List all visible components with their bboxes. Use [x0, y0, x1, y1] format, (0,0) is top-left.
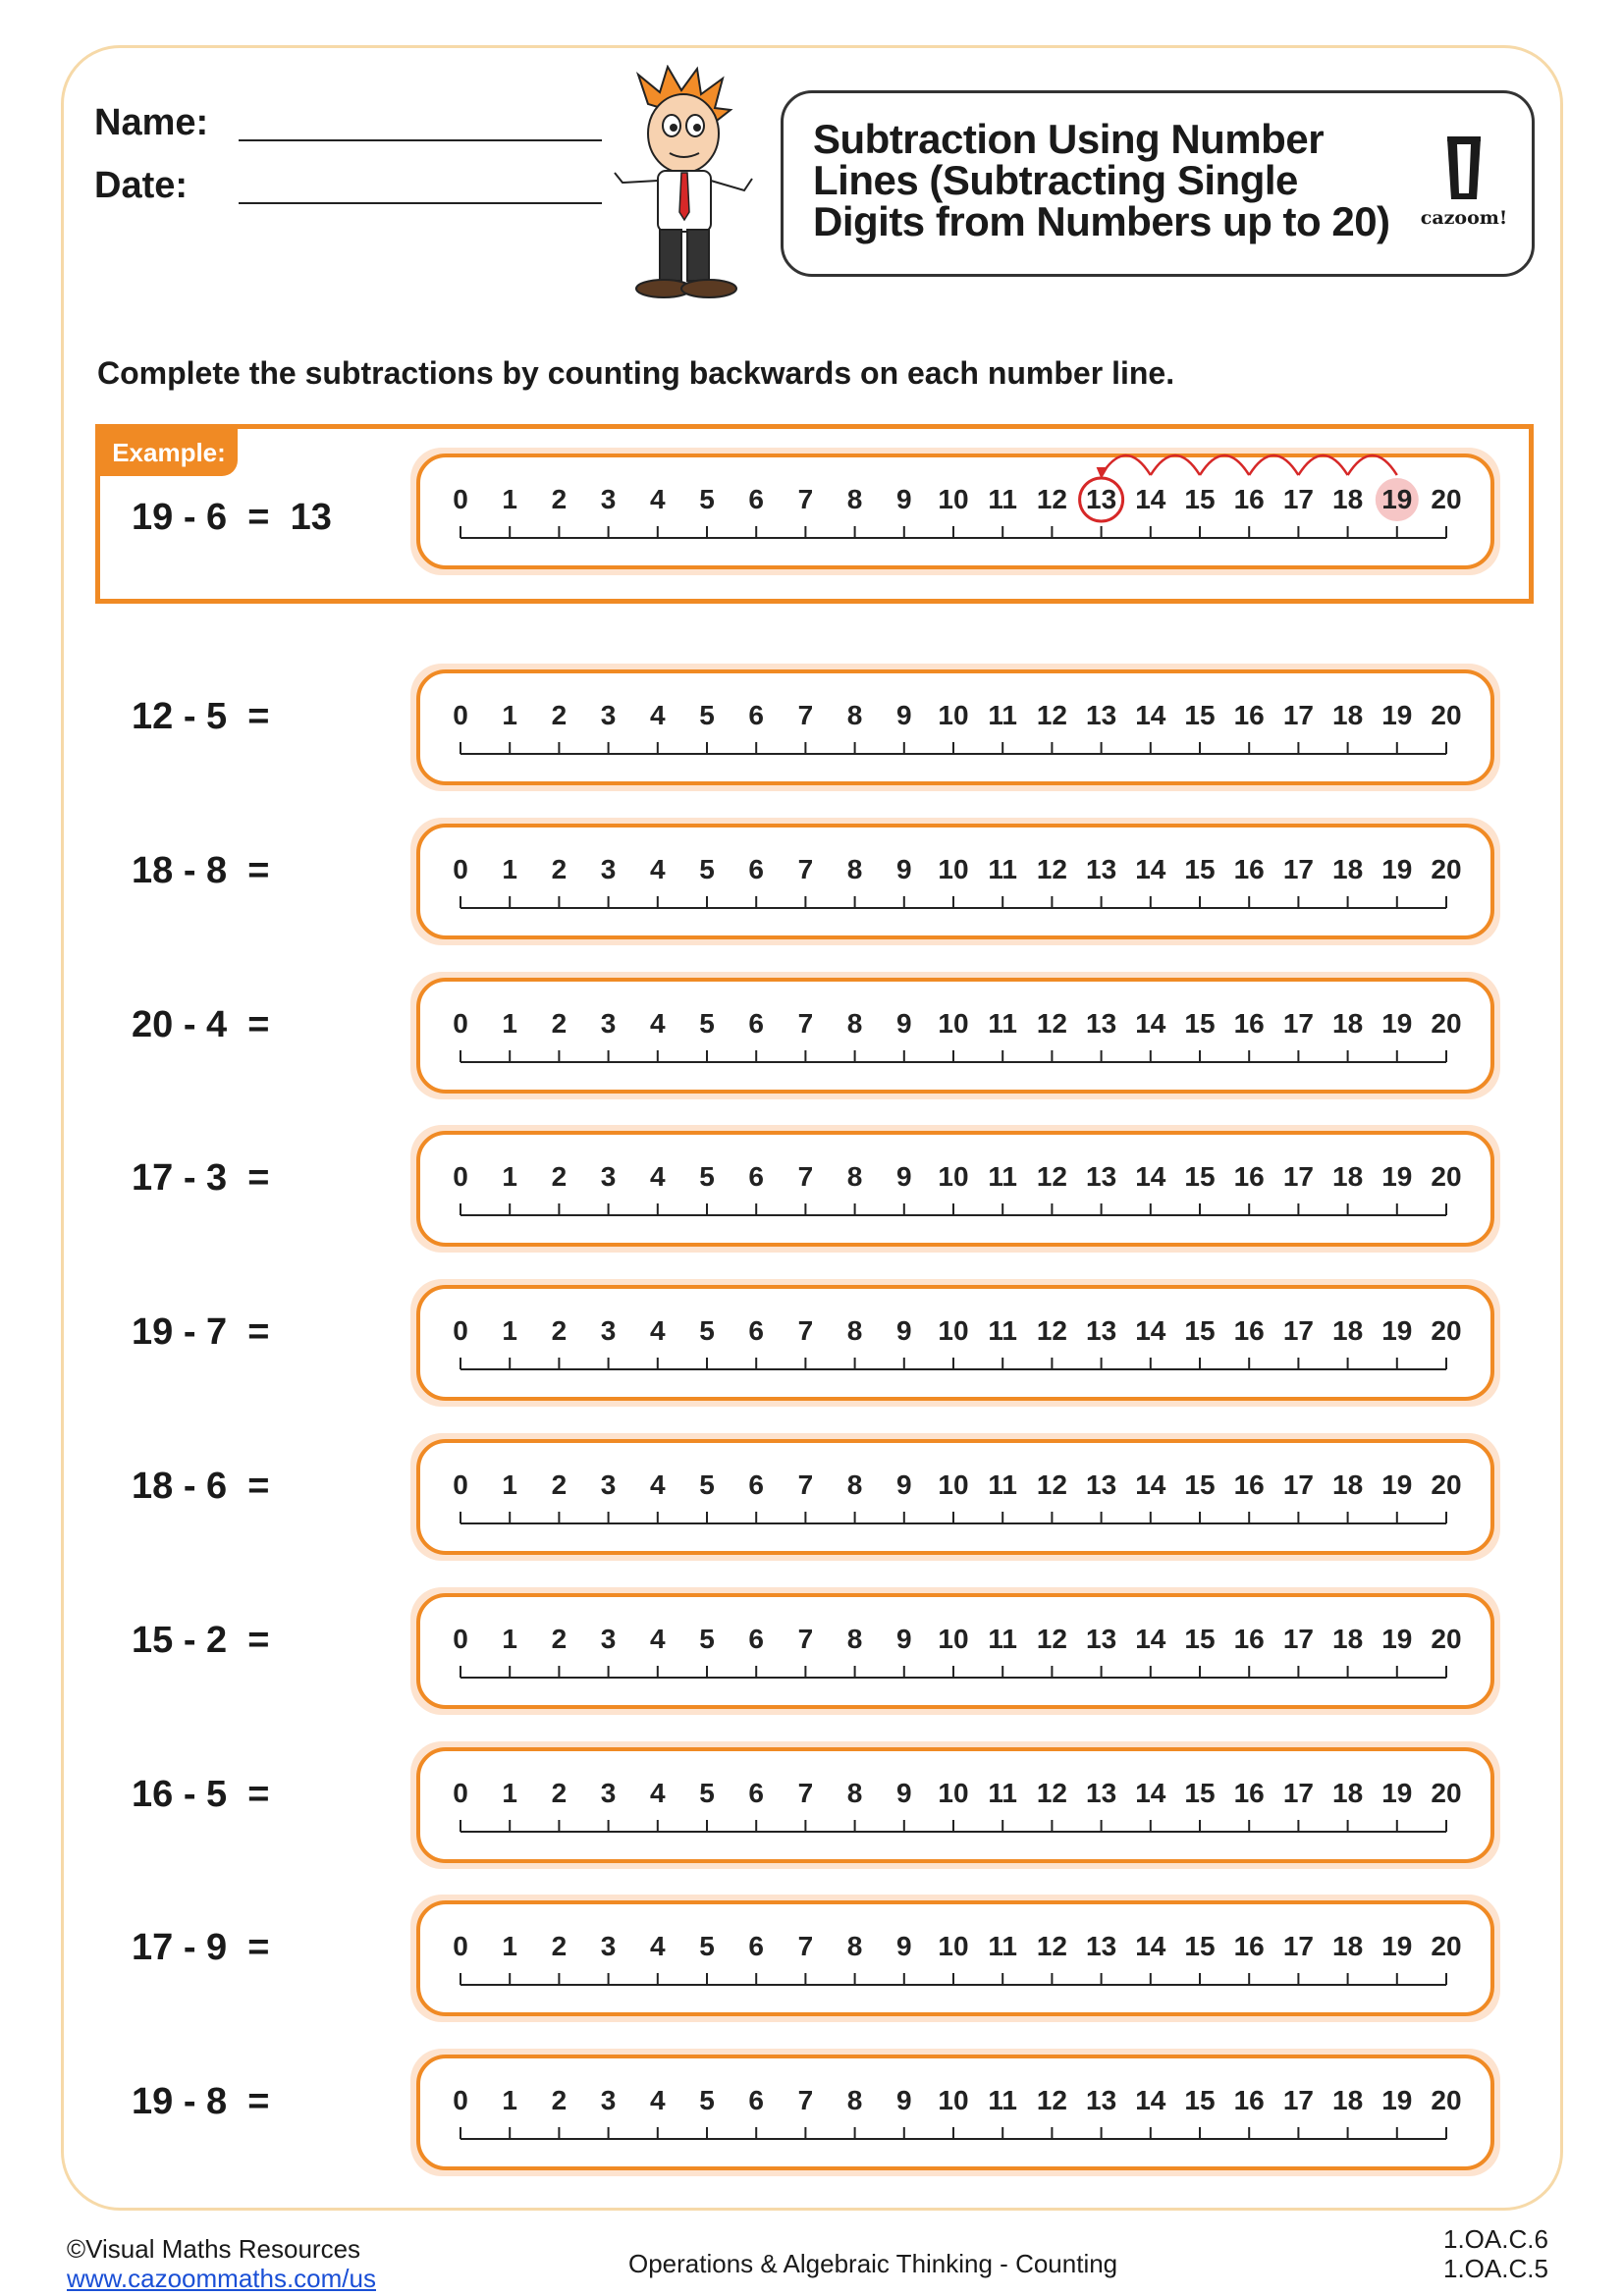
- tick-label: 18: [1332, 1007, 1364, 1039]
- tick-label: 20: [1431, 853, 1462, 884]
- tick-label: 18: [1332, 1469, 1364, 1500]
- tick-label: 19: [1381, 1623, 1413, 1654]
- tick-label: 2: [551, 1469, 568, 1500]
- tick-label: 8: [846, 484, 863, 514]
- tick-label: 19: [1381, 1161, 1413, 1193]
- problem-equation: 16 - 5 =: [132, 1773, 270, 1815]
- tick-label: 5: [699, 2085, 715, 2116]
- tick-label: 8: [846, 700, 863, 730]
- tick-label: 0: [453, 1161, 468, 1193]
- tick-label: 5: [699, 1315, 715, 1347]
- tick-label: 11: [988, 1777, 1018, 1808]
- tick-label: 15: [1184, 1623, 1216, 1654]
- number-line[interactable]: [410, 1125, 1500, 1253]
- tick-label: 12: [1036, 2085, 1067, 2116]
- tick-label: 6: [748, 1469, 764, 1500]
- tick-label: 16: [1233, 1161, 1265, 1193]
- tick-label: 20: [1431, 484, 1462, 514]
- tick-label: 19: [1381, 484, 1413, 514]
- topic-text: Operations & Algebraic Thinking - Counting: [628, 2249, 1118, 2278]
- tick-label: 9: [896, 1623, 912, 1654]
- tick-label: 15: [1184, 1777, 1216, 1808]
- tick-label: 8: [846, 853, 863, 884]
- tick-label: 13: [1086, 484, 1117, 514]
- tick-label: 5: [699, 700, 715, 730]
- tick-label: 3: [600, 700, 617, 730]
- tick-label: 10: [938, 1931, 969, 1962]
- tick-label: 9: [896, 1777, 912, 1808]
- tick-label: 9: [896, 1007, 912, 1039]
- tick-label: 9: [896, 1469, 912, 1500]
- tick-label: 17: [1282, 2085, 1314, 2116]
- tick-label: 0: [453, 1315, 468, 1347]
- tick-label: 2: [551, 484, 568, 514]
- tick-label: 3: [600, 1007, 617, 1039]
- tick-label: 1: [502, 853, 517, 884]
- tick-label: 3: [600, 853, 617, 884]
- tick-label: 4: [650, 853, 666, 884]
- tick-label: 10: [938, 2085, 969, 2116]
- tick-label: 12: [1036, 1777, 1067, 1808]
- tick-label: 16: [1233, 1777, 1265, 1808]
- tick-label: 12: [1036, 484, 1067, 514]
- tick-label: 4: [650, 1007, 666, 1039]
- tick-label: 16: [1233, 853, 1265, 884]
- tick-label: 9: [896, 853, 912, 884]
- tick-label: 13: [1086, 1469, 1117, 1500]
- tick-label: 14: [1135, 1007, 1166, 1039]
- tick-label: 4: [650, 484, 666, 514]
- tick-label: 5: [699, 1623, 715, 1654]
- tick-label: 10: [938, 1777, 969, 1808]
- tick-label: 4: [650, 2085, 666, 2116]
- tick-label: 12: [1036, 1007, 1067, 1039]
- tick-label: 10: [938, 1315, 969, 1347]
- tick-label: 14: [1135, 1931, 1166, 1962]
- number-line[interactable]: [410, 1279, 1500, 1407]
- tick-label: 6: [748, 2085, 764, 2116]
- tick-label: 11: [988, 853, 1018, 884]
- tick-label: 7: [797, 1161, 814, 1193]
- tick-label: 15: [1184, 1931, 1216, 1962]
- tick-label: 19: [1381, 1315, 1413, 1347]
- tick-label: 15: [1184, 853, 1216, 884]
- tick-label: 0: [453, 1469, 468, 1500]
- tick-label: 19: [1381, 1007, 1413, 1039]
- tick-label: 6: [748, 1161, 764, 1193]
- tick-label: 8: [846, 1623, 863, 1654]
- tick-label: 19: [1381, 1777, 1413, 1808]
- tick-label: 15: [1184, 484, 1216, 514]
- tick-label: 19: [1381, 700, 1413, 730]
- tick-label: 7: [797, 1777, 814, 1808]
- number-line[interactable]: [410, 2049, 1500, 2176]
- date-label: Date:: [94, 165, 189, 206]
- number-line[interactable]: [410, 1741, 1500, 1869]
- example-tag: Example:: [100, 429, 238, 476]
- tick-label: 16: [1233, 1469, 1265, 1500]
- tick-label: 18: [1332, 1777, 1364, 1808]
- tick-label: 0: [453, 484, 468, 514]
- tick-label: 5: [699, 1777, 715, 1808]
- number-line[interactable]: [410, 664, 1500, 791]
- tick-label: 14: [1135, 484, 1166, 514]
- tick-label: 14: [1135, 1315, 1166, 1347]
- tick-label: 0: [453, 1007, 468, 1039]
- tick-label: 2: [551, 1931, 568, 1962]
- tick-label: 11: [988, 1007, 1018, 1039]
- cazoom-logo-icon: [1410, 134, 1518, 207]
- website-link[interactable]: www.cazoommaths.com/us: [67, 2264, 376, 2293]
- tick-label: 17: [1282, 1469, 1314, 1500]
- tick-label: 15: [1184, 1469, 1216, 1500]
- footer-left: [67, 2234, 376, 2293]
- tick-label: 6: [748, 700, 764, 730]
- tick-label: 4: [650, 1315, 666, 1347]
- date-field[interactable]: [239, 202, 602, 204]
- tick-label: 10: [938, 1469, 969, 1500]
- tick-label: 5: [699, 1469, 715, 1500]
- tick-label: 1: [502, 484, 517, 514]
- tick-label: 20: [1431, 1007, 1462, 1039]
- tick-label: 6: [748, 1007, 764, 1039]
- tick-label: 2: [551, 1777, 568, 1808]
- tick-label: 15: [1184, 1315, 1216, 1347]
- tick-label: 10: [938, 1161, 969, 1193]
- tick-label: 2: [551, 1161, 568, 1193]
- tick-label: 12: [1036, 1161, 1067, 1193]
- tick-label: 16: [1233, 1623, 1265, 1654]
- problem-equation: 17 - 3 =: [132, 1157, 270, 1200]
- tick-label: 16: [1233, 484, 1265, 514]
- tick-label: 20: [1431, 1315, 1462, 1347]
- tick-label: 4: [650, 1623, 666, 1654]
- tick-label: 2: [551, 853, 568, 884]
- tick-label: 10: [938, 1007, 969, 1039]
- tick-label: 13: [1086, 1007, 1117, 1039]
- tick-label: 3: [600, 2085, 617, 2116]
- tick-label: 7: [797, 1931, 814, 1962]
- tick-label: 3: [600, 1777, 617, 1808]
- tick-label: 15: [1184, 700, 1216, 730]
- tick-label: 18: [1332, 2085, 1364, 2116]
- tick-label: 15: [1184, 1161, 1216, 1193]
- tick-label: 8: [846, 1315, 863, 1347]
- tick-label: 9: [896, 2085, 912, 2116]
- tick-label: 13: [1086, 1777, 1117, 1808]
- tick-label: 7: [797, 2085, 814, 2116]
- tick-label: 10: [938, 700, 969, 730]
- tick-label: 7: [797, 1315, 814, 1347]
- tick-label: 1: [502, 1007, 517, 1039]
- tick-label: 3: [600, 1161, 617, 1193]
- tick-label: 0: [453, 700, 468, 730]
- name-field[interactable]: [239, 139, 602, 141]
- tick-label: 6: [748, 1315, 764, 1347]
- tick-label: 19: [1381, 2085, 1413, 2116]
- tick-label: 9: [896, 1931, 912, 1962]
- tick-label: 6: [748, 1623, 764, 1654]
- tick-label: 14: [1135, 1623, 1166, 1654]
- tick-label: 13: [1086, 1623, 1117, 1654]
- number-line[interactable]: [410, 1433, 1500, 1561]
- tick-label: 17: [1282, 484, 1314, 514]
- tick-label: 0: [453, 853, 468, 884]
- tick-label: 7: [797, 484, 814, 514]
- tick-label: 8: [846, 1777, 863, 1808]
- tick-label: 6: [748, 1777, 764, 1808]
- tick-label: 12: [1036, 1315, 1067, 1347]
- standard-2: 1.OA.C.5: [1443, 2254, 1548, 2283]
- tick-label: 0: [453, 2085, 468, 2116]
- tick-label: 16: [1233, 1315, 1265, 1347]
- tick-label: 13: [1086, 1931, 1117, 1962]
- tick-label: 20: [1431, 1931, 1462, 1962]
- tick-label: 11: [988, 1623, 1018, 1654]
- tick-label: 19: [1381, 1469, 1413, 1500]
- tick-label: 18: [1332, 1623, 1364, 1654]
- problem-equation: 20 - 4 =: [132, 1003, 270, 1045]
- tick-label: 11: [988, 700, 1018, 730]
- tick-label: 20: [1431, 2085, 1462, 2116]
- problem-equation: 17 - 9 =: [132, 1927, 270, 1969]
- tick-label: 11: [988, 484, 1018, 514]
- cartoon-boy-mascot: [599, 65, 766, 310]
- tick-label: 18: [1332, 1931, 1364, 1962]
- tick-label: 3: [600, 1315, 617, 1347]
- tick-label: 16: [1233, 1007, 1265, 1039]
- tick-label: 6: [748, 1931, 764, 1962]
- tick-label: 14: [1135, 853, 1166, 884]
- tick-label: 20: [1431, 1469, 1462, 1500]
- tick-label: 5: [699, 1161, 715, 1193]
- problem-equation: 18 - 6 =: [132, 1466, 270, 1507]
- tick-label: 17: [1282, 1623, 1314, 1654]
- name-label: Name:: [94, 102, 209, 143]
- tick-label: 1: [502, 1623, 517, 1654]
- cazoom-logo: [1410, 134, 1518, 242]
- tick-label: 14: [1135, 1161, 1166, 1193]
- number-line[interactable]: [410, 818, 1500, 945]
- tick-label: 1: [502, 1931, 517, 1962]
- tick-label: 8: [846, 2085, 863, 2116]
- tick-label: 4: [650, 700, 666, 730]
- problem-equation: 15 - 2 =: [132, 1619, 270, 1661]
- tick-label: 2: [551, 2085, 568, 2116]
- tick-label: 19: [1381, 1931, 1413, 1962]
- tick-label: 12: [1036, 1623, 1067, 1654]
- tick-label: 9: [896, 484, 912, 514]
- number-line[interactable]: [410, 1895, 1500, 2022]
- tick-label: 18: [1332, 484, 1364, 514]
- tick-label: 1: [502, 1161, 517, 1193]
- tick-label: 17: [1282, 1777, 1314, 1808]
- tick-label: 13: [1086, 2085, 1117, 2116]
- tick-label: 1: [502, 2085, 517, 2116]
- tick-label: 11: [988, 1315, 1018, 1347]
- tick-label: 4: [650, 1469, 666, 1500]
- tick-label: 1: [502, 1777, 517, 1808]
- tick-label: 8: [846, 1007, 863, 1039]
- instructions: Complete the subtractions by counting backwards on each number line.: [97, 355, 1175, 391]
- tick-label: 17: [1282, 700, 1314, 730]
- tick-label: 10: [938, 1623, 969, 1654]
- problem-equation: 18 - 8 =: [132, 849, 270, 891]
- tick-label: 7: [797, 853, 814, 884]
- tick-label: 11: [988, 1931, 1018, 1962]
- tick-label: 16: [1233, 700, 1265, 730]
- tick-label: 17: [1282, 1315, 1314, 1347]
- title-box: [781, 90, 1535, 277]
- tick-label: 4: [650, 1931, 666, 1962]
- problem-equation: 19 - 7 =: [132, 1311, 270, 1354]
- tick-label: 15: [1184, 1007, 1216, 1039]
- tick-label: 11: [988, 1161, 1018, 1193]
- tick-label: 3: [600, 1469, 617, 1500]
- tick-label: 6: [748, 853, 764, 884]
- copyright-text: ©Visual Maths Resources: [67, 2234, 361, 2264]
- tick-label: 0: [453, 1931, 468, 1962]
- tick-label: 20: [1431, 1777, 1462, 1808]
- tick-label: 6: [748, 484, 764, 514]
- tick-label: 9: [896, 700, 912, 730]
- tick-label: 3: [600, 1931, 617, 1962]
- example-equation: 19 - 6 = 13: [132, 497, 332, 538]
- tick-label: 17: [1282, 1007, 1314, 1039]
- number-line[interactable]: [410, 1587, 1500, 1715]
- tick-label: 20: [1431, 700, 1462, 730]
- tick-label: 4: [650, 1161, 666, 1193]
- tick-label: 8: [846, 1931, 863, 1962]
- tick-label: 8: [846, 1469, 863, 1500]
- tick-label: 2: [551, 1007, 568, 1039]
- tick-label: 11: [988, 1469, 1018, 1500]
- standards: [1443, 2224, 1548, 2283]
- logo-text: cazoom!: [1420, 207, 1508, 229]
- tick-label: 9: [896, 1161, 912, 1193]
- tick-label: 1: [502, 700, 517, 730]
- tick-label: 7: [797, 1007, 814, 1039]
- tick-label: 5: [699, 1007, 715, 1039]
- tick-label: 17: [1282, 853, 1314, 884]
- tick-label: 19: [1381, 853, 1413, 884]
- worksheet-title: Subtraction Using Number Lines (Subtracting Single Digits from Numbers up to 20): [813, 116, 1390, 244]
- tick-label: 2: [551, 1623, 568, 1654]
- tick-label: 20: [1431, 1161, 1462, 1193]
- tick-label: 5: [699, 1931, 715, 1962]
- tick-label: 18: [1332, 700, 1364, 730]
- tick-label: 7: [797, 1623, 814, 1654]
- tick-label: 2: [551, 1315, 568, 1347]
- tick-label: 18: [1332, 853, 1364, 884]
- problem-equation: 19 - 8 =: [132, 2081, 270, 2123]
- tick-label: 15: [1184, 2085, 1216, 2116]
- tick-label: 13: [1086, 700, 1117, 730]
- tick-label: 7: [797, 1469, 814, 1500]
- example-number-line: [410, 448, 1500, 575]
- tick-label: 12: [1036, 1931, 1067, 1962]
- tick-label: 3: [600, 484, 617, 514]
- tick-label: 18: [1332, 1161, 1364, 1193]
- tick-label: 12: [1036, 1469, 1067, 1500]
- problem-equation: 12 - 5 =: [132, 696, 270, 737]
- tick-label: 7: [797, 700, 814, 730]
- tick-label: 8: [846, 1161, 863, 1193]
- tick-label: 5: [699, 853, 715, 884]
- number-line[interactable]: [410, 972, 1500, 1099]
- tick-label: 18: [1332, 1315, 1364, 1347]
- tick-label: 12: [1036, 853, 1067, 884]
- tick-label: 0: [453, 1777, 468, 1808]
- tick-label: 1: [502, 1315, 517, 1347]
- tick-label: 10: [938, 484, 969, 514]
- tick-label: 14: [1135, 1777, 1166, 1808]
- tick-label: 0: [453, 1623, 468, 1654]
- tick-label: 16: [1233, 1931, 1265, 1962]
- tick-label: 20: [1431, 1623, 1462, 1654]
- tick-label: 10: [938, 853, 969, 884]
- tick-label: 4: [650, 1777, 666, 1808]
- tick-label: 16: [1233, 2085, 1265, 2116]
- tick-label: 2: [551, 700, 568, 730]
- tick-label: 14: [1135, 700, 1166, 730]
- tick-label: 17: [1282, 1931, 1314, 1962]
- tick-label: 9: [896, 1315, 912, 1347]
- tick-label: 13: [1086, 1161, 1117, 1193]
- standard-1: 1.OA.C.6: [1443, 2224, 1548, 2254]
- tick-label: 13: [1086, 1315, 1117, 1347]
- tick-label: 3: [600, 1623, 617, 1654]
- tick-label: 14: [1135, 1469, 1166, 1500]
- tick-label: 17: [1282, 1161, 1314, 1193]
- tick-label: 5: [699, 484, 715, 514]
- tick-label: 11: [988, 2085, 1018, 2116]
- tick-label: 13: [1086, 853, 1117, 884]
- tick-label: 14: [1135, 2085, 1166, 2116]
- tick-label: 12: [1036, 700, 1067, 730]
- tick-label: 1: [502, 1469, 517, 1500]
